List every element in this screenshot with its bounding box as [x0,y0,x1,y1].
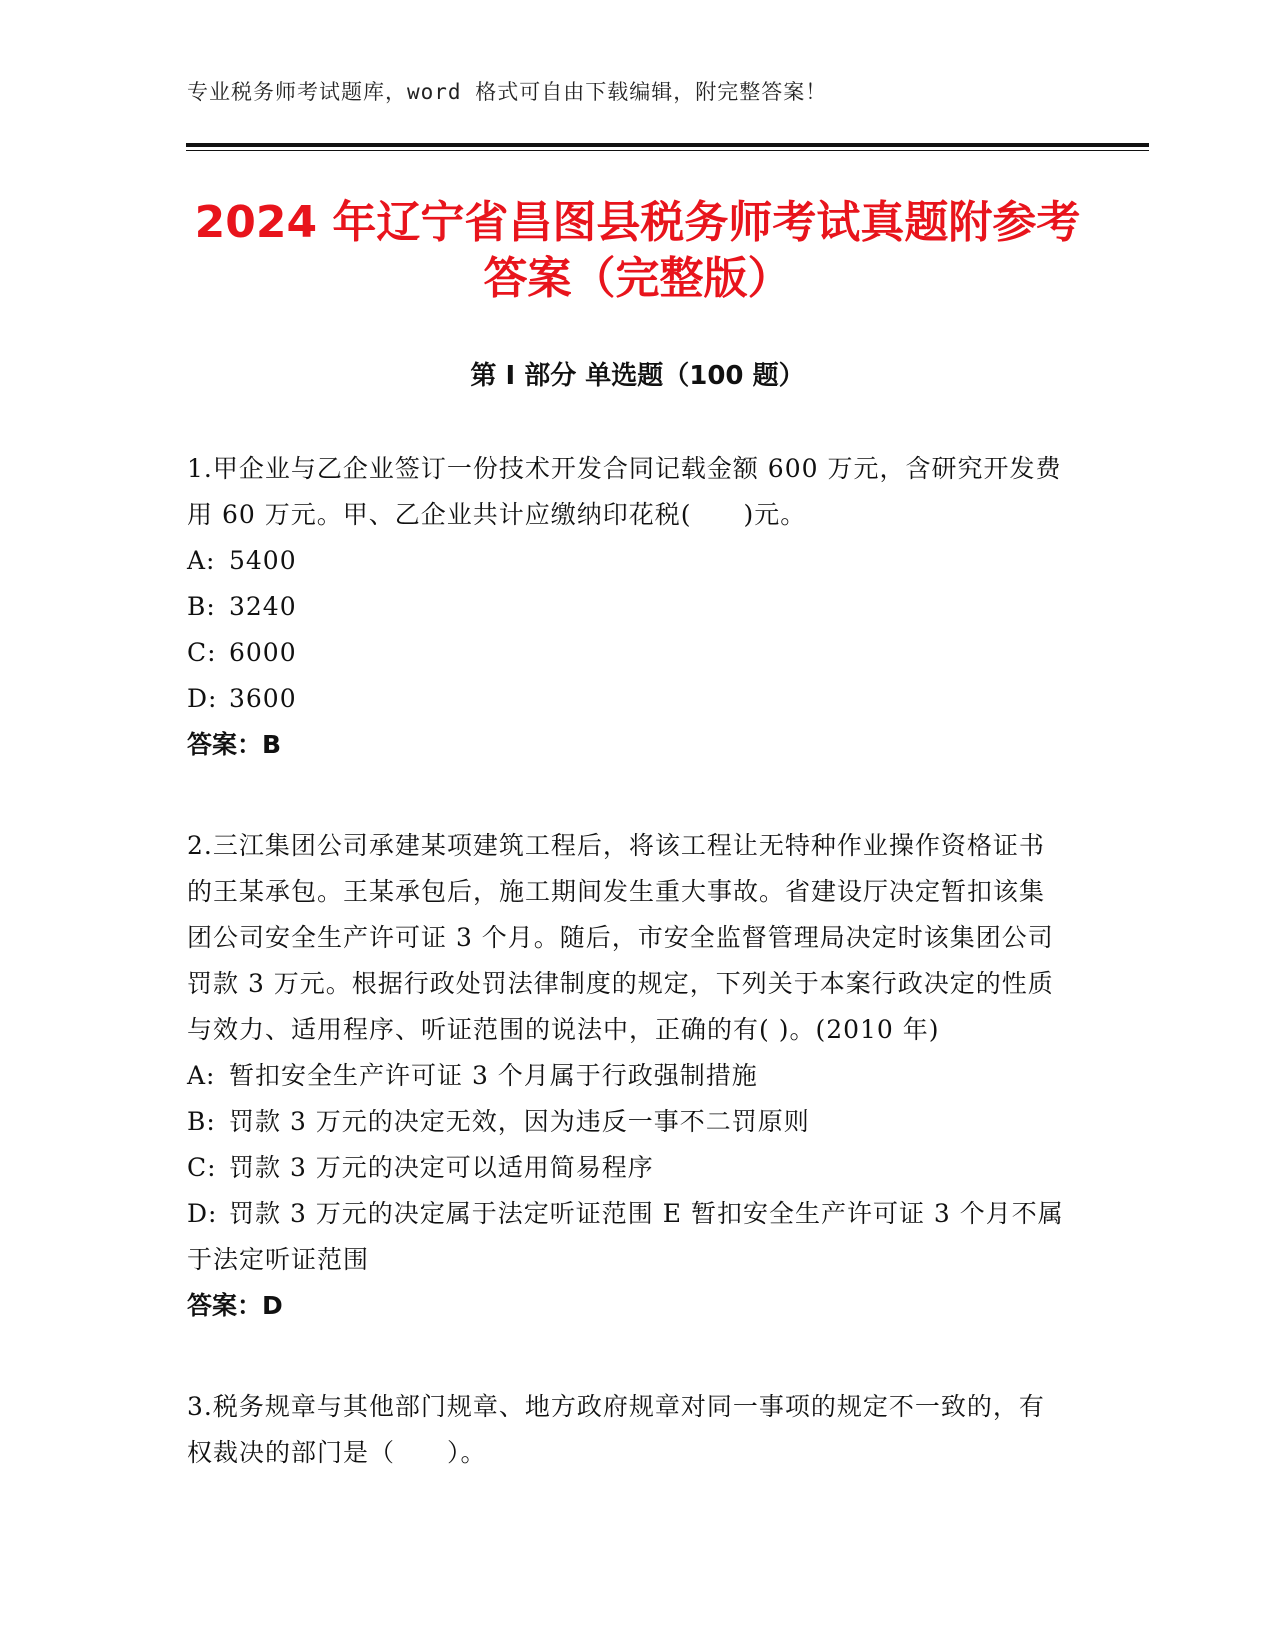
option-b [187,584,1067,630]
option-letter: A: [187,546,216,575]
section-title: 第 I 部分 单选题（100 题） [470,361,805,391]
answer-line: 答案：B [187,730,282,759]
question-stem: 2.三江集团公司承建某项建筑工程后，将该工程让无特种作业操作资格证书的王某承包。王某承包后，施工期间发生重大事故。省建设厅决定暂扣该集团公司安全生产许可证 3 个月。随后，市安全监督管理局决定时该集团公司罚款 3 万元。根据行政处罚法律制度的规定，下列关于本案行政决定的性质与效力、适用程序、听证范围的说法中，正确的有( )。(2010 年) [187,831,1054,1044]
question-1 [187,446,1067,768]
option-c [187,1145,1067,1191]
header-note: 专业税务师考试题库，word 格式可自由下载编辑，附完整答案！ [187,80,828,104]
option-text: 5400 [229,546,297,575]
document-title [150,195,1125,307]
option-c [187,630,1067,676]
option-text: 罚款 3 万元的决定属于法定听证范围 E 暂扣安全生产许可证 3 个月不属于法定听证范围 [187,1199,1064,1274]
answer-line: 答案：D [187,1291,283,1320]
header-divider-thick [186,143,1149,147]
header-divider-thin [186,150,1149,151]
question-3 [187,1384,1067,1476]
question-stem: 1.甲企业与乙企业签订一份技术开发合同记载金额 600 万元，含研究开发费用 60 万元。甲、乙企业共计应缴纳印花税( )元。 [187,454,1062,529]
option-letter: A: [187,1061,216,1090]
option-letter: D: [187,1199,218,1228]
option-text: 3600 [229,684,297,713]
option-text: 6000 [229,638,297,667]
question-2 [187,823,1067,1329]
option-a [187,538,1067,584]
option-letter: C: [187,638,217,667]
option-d [187,1191,1067,1283]
option-b [187,1099,1067,1145]
document-title-line1: 2024 年辽宁省昌图县税务师考试真题附参考 [194,197,1081,248]
option-text: 3240 [229,592,297,621]
option-text: 罚款 3 万元的决定可以适用简易程序 [229,1153,654,1182]
option-text: 罚款 3 万元的决定无效，因为违反一事不二罚原则 [229,1107,810,1136]
document-title-line2: 答案（完整版） [483,253,792,304]
question-list [187,446,1067,1531]
option-text: 暂扣安全生产许可证 3 个月属于行政强制措施 [229,1061,758,1090]
option-letter: C: [187,1153,217,1182]
option-d [187,676,1067,722]
option-letter: B: [187,1107,216,1136]
option-letter: D: [187,684,218,713]
option-a [187,1053,1067,1099]
question-stem: 3.税务规章与其他部门规章、地方政府规章对同一事项的规定不一致的，有权裁决的部门是（ ）。 [187,1392,1045,1467]
option-letter: B: [187,592,216,621]
